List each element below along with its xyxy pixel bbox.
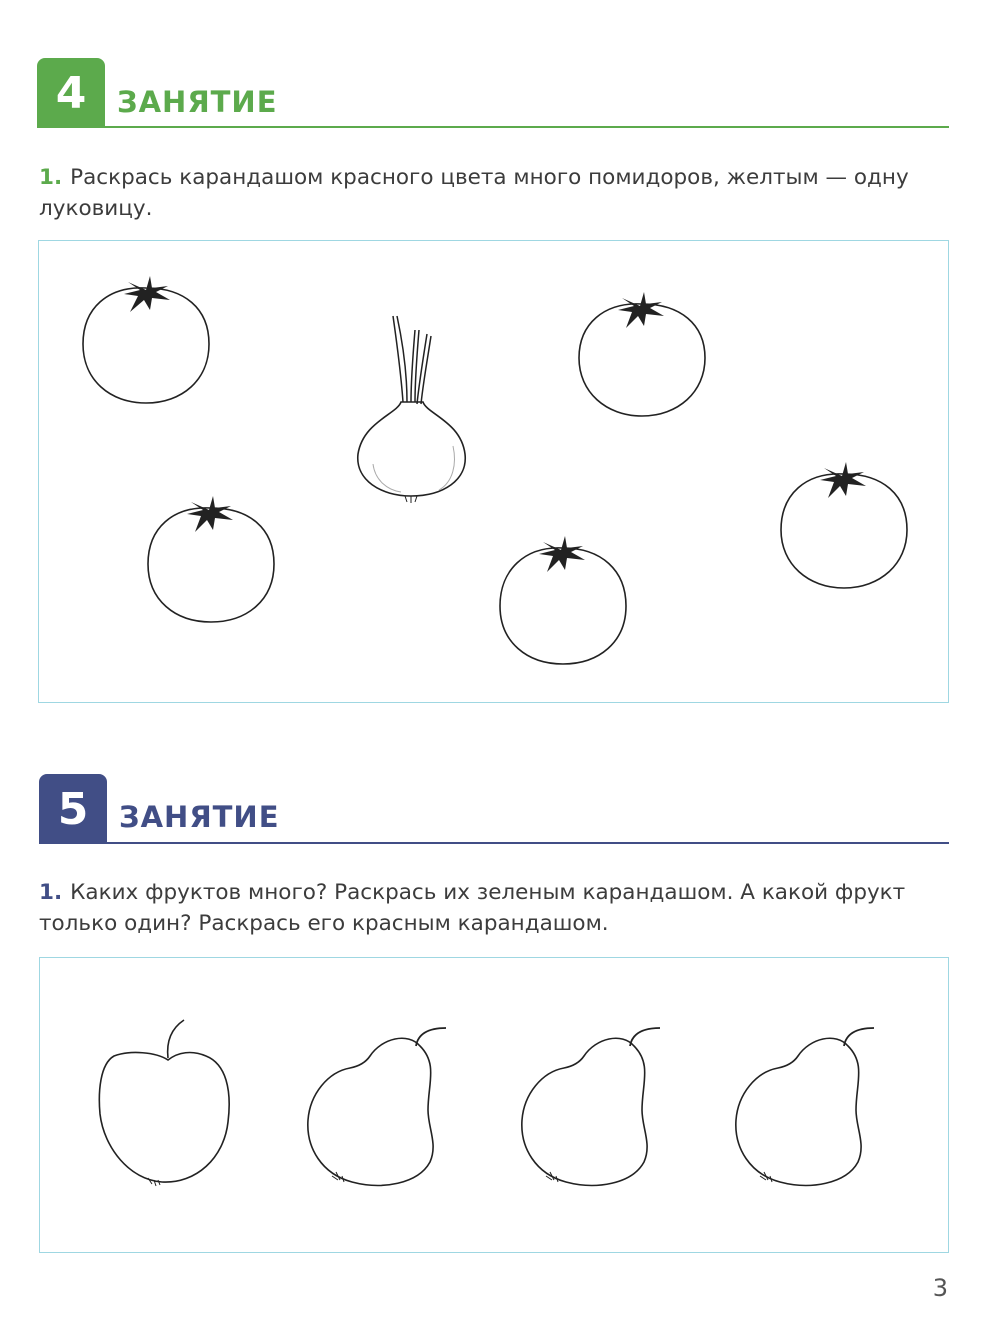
tomato-icon — [78, 272, 214, 412]
apple-icon — [96, 1018, 236, 1190]
lesson-4-title: ЗАНЯТИЕ — [117, 85, 278, 119]
lesson-4-number-badge — [37, 58, 105, 128]
onion-icon — [353, 314, 471, 504]
tomato-icon — [495, 534, 631, 668]
pear-icon — [518, 1024, 668, 1190]
lesson-5-task — [39, 877, 951, 939]
lesson-5-title: ЗАНЯТИЕ — [119, 800, 280, 834]
tomato-icon — [143, 494, 279, 626]
lesson-4-task-number: 1. — [39, 165, 63, 190]
lesson-4-task-text: Раскрась карандашом красного цвета много помидоров, желтым — одну луковицу. — [39, 165, 909, 221]
lesson-5-task-number: 1. — [39, 880, 63, 905]
pear-icon — [732, 1024, 882, 1190]
lesson-5-number: 5 — [57, 783, 89, 835]
lesson-5-number-badge — [39, 774, 107, 844]
lesson-4-divider — [37, 126, 949, 128]
tomato-icon — [776, 460, 912, 590]
lesson-5-task-text: Каких фруктов много? Раскрась их зеленым карандашом. А какой фрукт только один? Раскрась его красным карандашом. — [39, 880, 906, 936]
tomato-icon — [574, 290, 710, 420]
lesson-4-task — [39, 162, 951, 224]
pear-icon — [304, 1024, 454, 1190]
page-number: 3 — [932, 1274, 948, 1302]
lesson-5-divider — [39, 842, 949, 844]
lesson-4-number: 4 — [55, 67, 87, 119]
